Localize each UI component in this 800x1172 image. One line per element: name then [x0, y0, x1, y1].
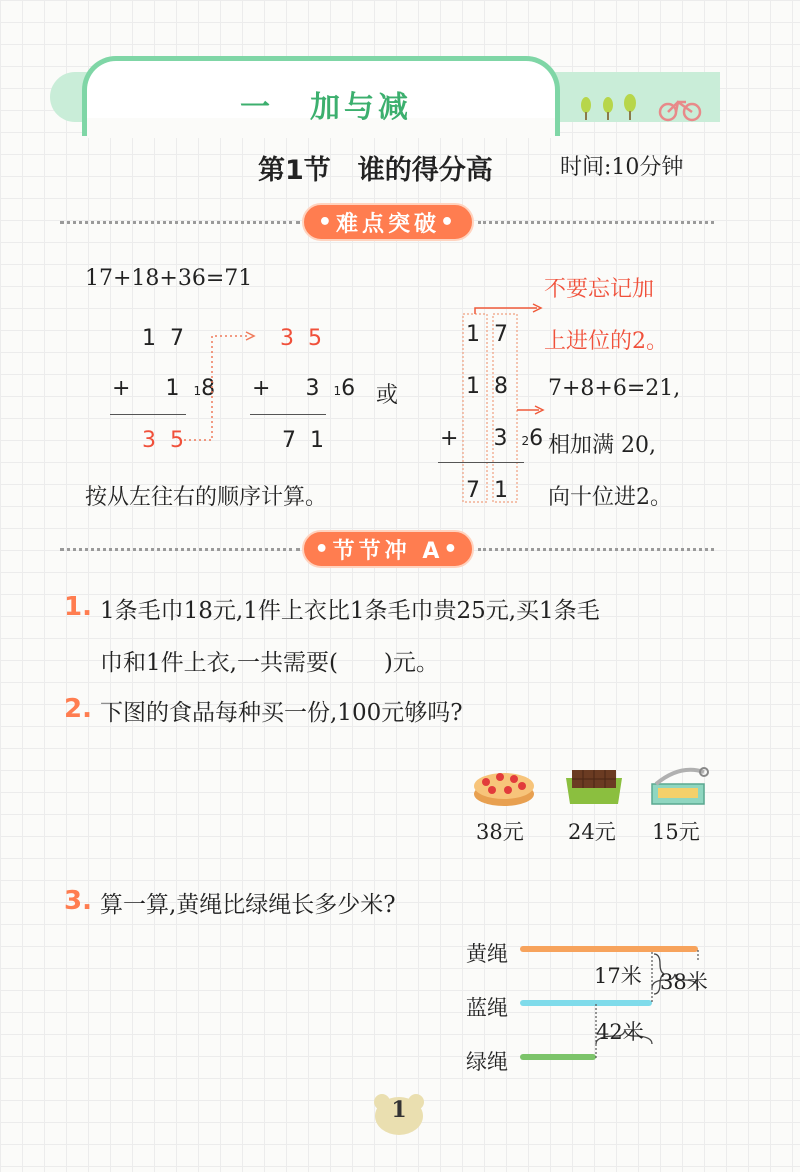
rope-label-yellow: 黄绳 — [466, 942, 508, 966]
calc2-row2: + 316 — [252, 376, 370, 401]
red-note-2: 上进位的2。 — [544, 329, 668, 354]
page-number: 1 — [391, 1097, 407, 1123]
banner-breakthrough: • 难点突破 • — [302, 203, 474, 241]
calc2-row1: 35 — [280, 326, 336, 351]
vcalc-row3: + 326 — [440, 426, 558, 451]
unit-title: 一 加与减 — [240, 90, 412, 125]
chocolate-box-icon — [560, 764, 628, 810]
rope-green — [520, 1054, 596, 1060]
rope-label-blue: 蓝绳 — [466, 996, 508, 1020]
calc1-row2: + 118 — [112, 376, 230, 401]
note-1: 7+8+6=21, — [548, 376, 681, 401]
label-38-meters: 38米 — [660, 970, 708, 994]
calc1-result: 35 — [142, 428, 198, 453]
vcalc-row2: 18 — [466, 374, 522, 399]
or-label: 或 — [376, 383, 399, 408]
cake-icon — [470, 762, 538, 810]
equation: 17+18+36=71 — [85, 266, 253, 291]
label-17-meters: 17米 — [594, 964, 642, 988]
price-chocolate: 24元 — [568, 820, 616, 844]
question-1-line1: 1条毛巾18元,1件上衣比1条毛巾贵25元,买1条毛 — [100, 598, 600, 624]
question-3-number: 3. — [64, 886, 92, 916]
label-42-meters: 42米 — [596, 1020, 644, 1044]
price-cake: 38元 — [476, 820, 524, 844]
dotted-arrow-icon — [180, 328, 260, 446]
question-1-number: 1. — [64, 592, 92, 622]
question-2-text: 下图的食品每种买一份,100元够吗? — [100, 700, 463, 726]
red-note-1: 不要忘记加 — [544, 277, 655, 302]
question-3-text: 算一算,黄绳比绿绳长多少米? — [100, 892, 396, 918]
banner-star-icon: • — [317, 209, 336, 235]
time-label: 时间:10分钟 — [560, 155, 684, 180]
question-1-line2: 巾和1件上衣,一共需要( )元。 — [100, 650, 439, 676]
question-2-number: 2. — [64, 694, 92, 724]
calc1-row1: 17 — [142, 326, 198, 351]
rope-label-green: 绿绳 — [466, 1050, 508, 1074]
vcalc-result: 71 — [466, 478, 522, 503]
note-2: 相加满 20, — [548, 433, 656, 458]
canned-fish-icon — [646, 762, 712, 810]
vcalc-row1: 17 — [466, 322, 522, 347]
price-canned-fish: 15元 — [652, 820, 700, 844]
banner-practice: • 节节冲 A • — [302, 530, 474, 568]
trees-and-bicycle-icon — [576, 92, 706, 124]
method-note: 按从左往右的顺序计算。 — [85, 485, 328, 510]
note-3: 向十位进2。 — [548, 485, 672, 510]
calc2-result: 71 — [282, 428, 338, 453]
section-title: 第1节 谁的得分高 — [258, 155, 493, 186]
